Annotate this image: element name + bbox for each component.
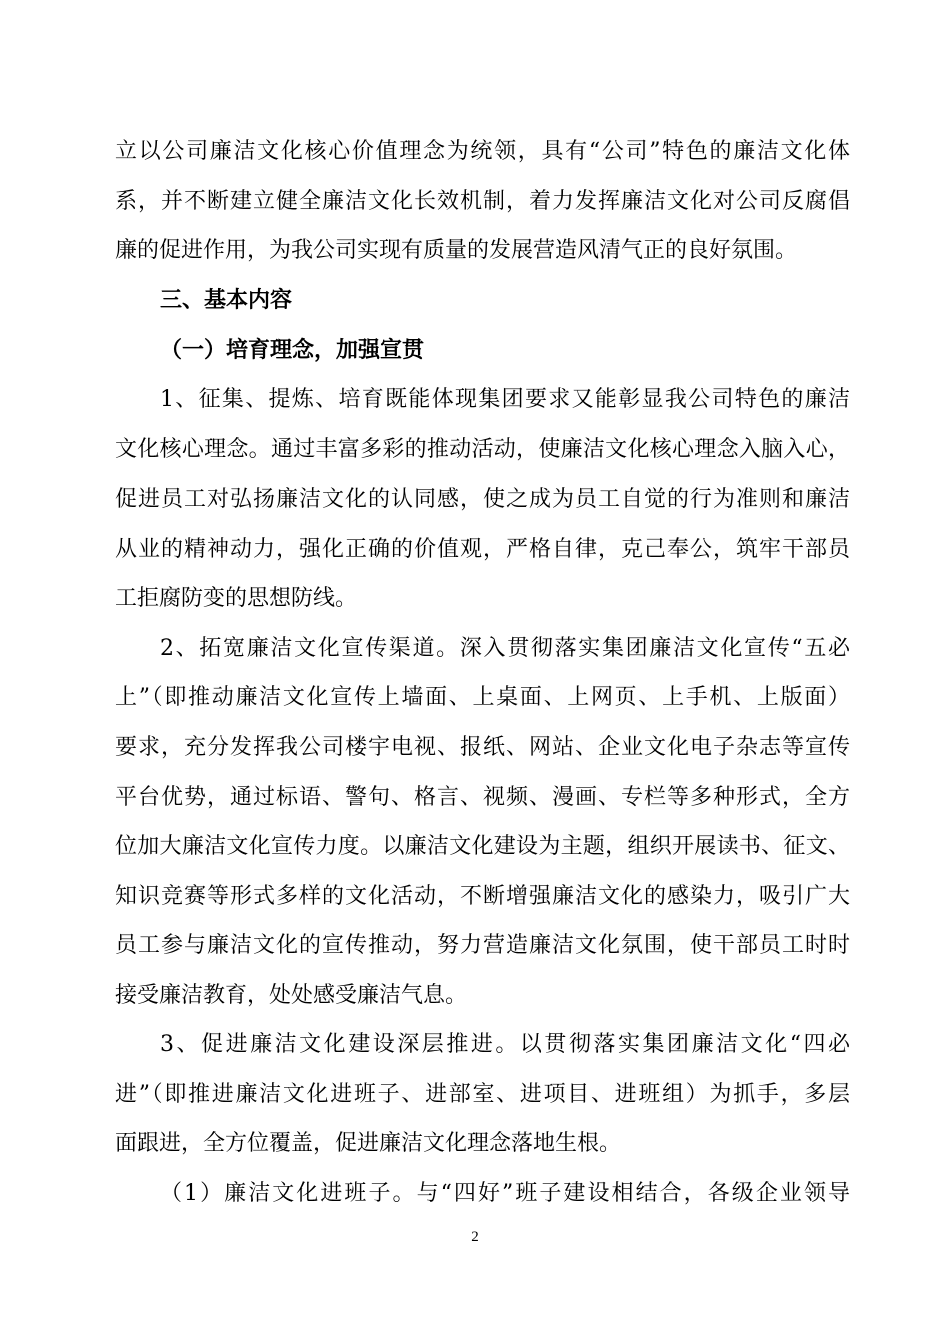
- paragraph-line: 从业的精神动力，强化正确的价值观，严格自律，克己奉公，筑牢干部员: [115, 537, 850, 562]
- paragraph-line: 2、拓宽廉洁文化宣传渠道。深入贯彻落实集团廉洁文化宣传“五必: [160, 636, 850, 661]
- paragraph-line: 进”（即推进廉洁文化进班子、进部室、进项目、进班组）为抓手，多层: [115, 1082, 850, 1107]
- page-number: 2: [471, 1229, 479, 1245]
- paragraph-line: 立以公司廉洁文化核心价值理念为统领，具有“公司”特色的廉洁文化体: [115, 139, 850, 164]
- paragraph-line: 要求，充分发挥我公司楼宇电视、报纸、网站、企业文化电子杂志等宣传: [115, 735, 850, 760]
- paragraph-line: 知识竞赛等形式多样的文化活动，不断增强廉洁文化的感染力，吸引广大: [115, 884, 850, 909]
- paragraph-line: 系，并不断建立健全廉洁文化长效机制，着力发挥廉洁文化对公司反腐倡: [115, 189, 850, 214]
- paragraph-line: 促进员工对弘扬廉洁文化的认同感，使之成为员工自觉的行为准则和廉洁: [115, 487, 850, 512]
- paragraph-line: 平台优势，通过标语、警句、格言、视频、漫画、专栏等多种形式，全方: [115, 785, 850, 810]
- section-heading: 三、基本内容: [160, 287, 293, 313]
- paragraph-line: 员工参与廉洁文化的宣传推动，努力营造廉洁文化氛围，使干部员工时时: [115, 933, 850, 958]
- paragraph-line: 廉的促进作用，为我公司实现有质量的发展营造风清气正的良好氛围。: [115, 238, 798, 263]
- subsection-heading: （一）培育理念，加强宣贯: [160, 337, 425, 363]
- paragraph-line: 位加大廉洁文化宣传力度。以廉洁文化建设为主题，组织开展读书、征文、: [115, 834, 850, 859]
- paragraph-line: 面跟进，全方位覆盖，促进廉洁文化理念落地生根。: [115, 1131, 622, 1156]
- paragraph-line: 工拒腐防变的思想防线。: [115, 586, 358, 611]
- paragraph-line: 接受廉洁教育，处处感受廉洁气息。: [115, 983, 468, 1008]
- paragraph-line: 文化核心理念。通过丰富多彩的推动活动，使廉洁文化核心理念入脑入心，: [115, 437, 850, 462]
- paragraph-line: 上”（即推动廉洁文化宣传上墙面、上桌面、上网页、上手机、上版面）: [115, 685, 850, 710]
- paragraph-line: 1、征集、提炼、培育既能体现集团要求又能彰显我公司特色的廉洁: [160, 387, 850, 412]
- paragraph-line: （1）廉洁文化进班子。与“四好”班子建设相结合，各级企业领导: [160, 1181, 850, 1206]
- paragraph-line: 3、促进廉洁文化建设深层推进。以贯彻落实集团廉洁文化“四必: [160, 1032, 850, 1057]
